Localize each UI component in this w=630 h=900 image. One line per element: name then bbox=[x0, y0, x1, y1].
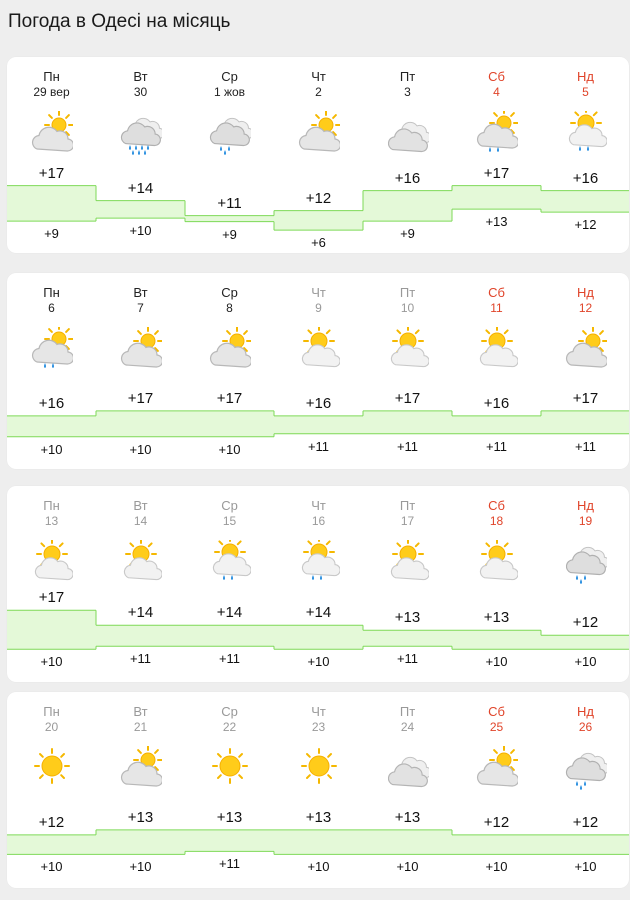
day-name: Сб bbox=[488, 704, 505, 719]
day-cell[interactable] bbox=[541, 273, 629, 469]
max-temperature: +14 bbox=[305, 604, 332, 622]
day-name: Пт bbox=[399, 285, 416, 300]
day-date: 21 bbox=[133, 720, 148, 734]
day-name: Пт bbox=[399, 704, 416, 719]
max-temperature: +12 bbox=[572, 614, 599, 632]
day-name: Вт bbox=[133, 69, 148, 84]
max-temperature: +13 bbox=[394, 609, 421, 627]
max-temperature: +12 bbox=[483, 813, 510, 831]
day-cell[interactable] bbox=[452, 692, 541, 888]
sun-cloud-icon bbox=[387, 327, 429, 371]
min-temperature: +10 bbox=[396, 859, 419, 875]
max-temperature: +17 bbox=[38, 164, 65, 182]
day-date: 5 bbox=[582, 85, 589, 99]
day-date: 19 bbox=[578, 514, 593, 528]
day-name: Сб bbox=[488, 498, 505, 513]
min-temperature: +10 bbox=[307, 654, 330, 670]
min-temperature: +10 bbox=[574, 859, 597, 875]
max-temperature: +16 bbox=[483, 394, 510, 412]
min-temperature: +11 bbox=[396, 651, 419, 667]
day-name: Ср bbox=[221, 498, 238, 513]
min-temperature: +10 bbox=[40, 441, 63, 457]
min-temperature: +10 bbox=[129, 223, 152, 239]
partly-cloudy-rain-icon bbox=[476, 111, 518, 155]
min-temperature: +10 bbox=[574, 654, 597, 670]
day-cell[interactable] bbox=[7, 486, 96, 682]
cloud-light-rain-icon bbox=[565, 746, 607, 790]
day-cell[interactable] bbox=[96, 486, 185, 682]
day-cell[interactable] bbox=[541, 486, 629, 682]
min-temperature: +11 bbox=[218, 651, 241, 667]
day-name: Пн bbox=[43, 285, 60, 300]
partly-cloudy-icon bbox=[209, 327, 251, 371]
max-temperature: +16 bbox=[305, 394, 332, 412]
day-name: Вт bbox=[133, 498, 148, 513]
sun-icon bbox=[31, 746, 73, 790]
min-temperature: +11 bbox=[574, 438, 597, 454]
max-temperature: +14 bbox=[127, 179, 154, 197]
day-cell[interactable] bbox=[185, 486, 274, 682]
day-date: 25 bbox=[489, 720, 504, 734]
day-cell[interactable] bbox=[185, 57, 274, 253]
day-date: 11 bbox=[490, 301, 503, 315]
day-date: 15 bbox=[222, 514, 237, 528]
day-date: 3 bbox=[404, 85, 411, 99]
day-cell[interactable] bbox=[363, 692, 452, 888]
day-name: Чт bbox=[311, 69, 326, 84]
day-cell[interactable] bbox=[7, 692, 96, 888]
cloud-light-rain-icon bbox=[209, 111, 251, 155]
max-temperature: +14 bbox=[216, 604, 243, 622]
day-date: 10 bbox=[400, 301, 415, 315]
partly-cloudy-icon bbox=[31, 111, 73, 155]
max-temperature: +17 bbox=[127, 389, 154, 407]
min-temperature: +11 bbox=[485, 438, 508, 454]
day-name: Ср bbox=[221, 285, 238, 300]
min-temperature: +10 bbox=[40, 859, 63, 875]
sun-cloud-rain-icon bbox=[565, 111, 607, 155]
min-temperature: +10 bbox=[129, 441, 152, 457]
max-temperature: +12 bbox=[305, 189, 332, 207]
partly-cloudy-rain-icon bbox=[31, 327, 73, 371]
cloud-light-rain-icon bbox=[565, 540, 607, 584]
min-temperature: +9 bbox=[222, 226, 237, 242]
min-temperature: +10 bbox=[485, 859, 508, 875]
max-temperature: +17 bbox=[483, 164, 510, 182]
day-name: Чт bbox=[311, 285, 326, 300]
cloudy-icon bbox=[387, 746, 429, 790]
sun-cloud-icon bbox=[476, 327, 518, 371]
day-cell[interactable] bbox=[96, 692, 185, 888]
max-temperature: +17 bbox=[216, 389, 243, 407]
sun-cloud-icon bbox=[387, 540, 429, 584]
min-temperature: +11 bbox=[129, 651, 152, 667]
max-temperature: +16 bbox=[394, 169, 421, 187]
partly-cloudy-icon bbox=[120, 327, 162, 371]
day-name: Пт bbox=[399, 69, 416, 84]
day-cell[interactable] bbox=[274, 57, 363, 253]
day-date: 22 bbox=[222, 720, 237, 734]
day-date: 26 bbox=[578, 720, 593, 734]
cloudy-icon bbox=[387, 111, 429, 155]
sun-icon bbox=[298, 746, 340, 790]
day-date: 24 bbox=[400, 720, 415, 734]
max-temperature: +13 bbox=[216, 808, 243, 826]
day-date: 23 bbox=[311, 720, 326, 734]
day-cell[interactable] bbox=[452, 57, 541, 253]
min-temperature: +10 bbox=[307, 859, 330, 875]
sun-cloud-rain-icon bbox=[298, 540, 340, 584]
max-temperature: +12 bbox=[38, 813, 65, 831]
day-name: Пт bbox=[399, 498, 416, 513]
sun-cloud-icon bbox=[120, 540, 162, 584]
day-cell[interactable] bbox=[452, 486, 541, 682]
day-name: Вт bbox=[133, 704, 148, 719]
day-name: Пн bbox=[43, 69, 60, 84]
max-temperature: +13 bbox=[394, 808, 421, 826]
day-cell[interactable] bbox=[274, 692, 363, 888]
day-date: 20 bbox=[44, 720, 59, 734]
min-temperature: +6 bbox=[311, 235, 326, 251]
day-cell[interactable] bbox=[363, 486, 452, 682]
max-temperature: +17 bbox=[394, 389, 421, 407]
day-name: Ср bbox=[221, 704, 238, 719]
day-cell[interactable] bbox=[274, 486, 363, 682]
min-temperature: +10 bbox=[40, 654, 63, 670]
partly-cloudy-icon bbox=[476, 746, 518, 790]
day-name: Чт bbox=[311, 498, 326, 513]
max-temperature: +13 bbox=[483, 609, 510, 627]
day-date: 8 bbox=[226, 301, 233, 315]
week-card-3 bbox=[7, 486, 629, 682]
day-date: 13 bbox=[44, 514, 59, 528]
day-cell[interactable] bbox=[541, 57, 629, 253]
day-date: 14 bbox=[133, 514, 148, 528]
sun-cloud-icon bbox=[476, 540, 518, 584]
day-name: Нд bbox=[577, 69, 594, 84]
day-date: 4 bbox=[493, 85, 500, 99]
day-cell[interactable] bbox=[274, 273, 363, 469]
day-date: 17 bbox=[400, 514, 415, 528]
day-cell[interactable] bbox=[7, 273, 96, 469]
day-name: Сб bbox=[488, 69, 505, 84]
min-temperature: +13 bbox=[485, 214, 508, 230]
day-cell[interactable] bbox=[541, 692, 629, 888]
day-name: Нд bbox=[577, 285, 594, 300]
min-temperature: +11 bbox=[396, 438, 419, 454]
min-temperature: +9 bbox=[400, 226, 415, 242]
max-temperature: +13 bbox=[305, 808, 332, 826]
day-cell[interactable] bbox=[452, 273, 541, 469]
day-name: Пн bbox=[43, 704, 60, 719]
min-temperature: +11 bbox=[307, 438, 330, 454]
day-date: 30 bbox=[133, 85, 148, 99]
day-cell[interactable] bbox=[185, 692, 274, 888]
max-temperature: +16 bbox=[38, 394, 65, 412]
day-name: Ср bbox=[221, 69, 238, 84]
day-date: 29 вер bbox=[33, 85, 70, 99]
day-cell[interactable] bbox=[96, 273, 185, 469]
day-name: Вт bbox=[133, 285, 148, 300]
sun-cloud-rain-icon bbox=[209, 540, 251, 584]
week-card-2 bbox=[7, 273, 629, 469]
day-name: Чт bbox=[311, 704, 326, 719]
min-temperature: +12 bbox=[574, 217, 597, 233]
week-card-4 bbox=[7, 692, 629, 888]
day-date: 2 bbox=[315, 85, 322, 99]
max-temperature: +16 bbox=[572, 169, 599, 187]
max-temperature: +13 bbox=[127, 808, 154, 826]
day-cell[interactable] bbox=[185, 273, 274, 469]
day-date: 1 жов bbox=[213, 85, 246, 99]
page-title: Погода в Одесі на місяць bbox=[8, 11, 231, 32]
min-temperature: +11 bbox=[218, 856, 241, 872]
day-date: 18 bbox=[489, 514, 504, 528]
max-temperature: +12 bbox=[572, 813, 599, 831]
max-temperature: +11 bbox=[217, 194, 242, 212]
day-cell[interactable] bbox=[96, 57, 185, 253]
day-date: 9 bbox=[315, 301, 322, 315]
day-date: 12 bbox=[578, 301, 593, 315]
sun-cloud-icon bbox=[298, 327, 340, 371]
day-cell[interactable] bbox=[363, 57, 452, 253]
sun-icon bbox=[209, 746, 251, 790]
max-temperature: +17 bbox=[572, 389, 599, 407]
day-cell[interactable] bbox=[363, 273, 452, 469]
min-temperature: +9 bbox=[44, 226, 59, 242]
day-date: 7 bbox=[137, 301, 144, 315]
partly-cloudy-icon bbox=[565, 327, 607, 371]
min-temperature: +10 bbox=[485, 654, 508, 670]
day-name: Пн bbox=[43, 498, 60, 513]
min-temperature: +10 bbox=[218, 441, 241, 457]
max-temperature: +17 bbox=[38, 589, 65, 607]
min-temperature: +10 bbox=[129, 859, 152, 875]
cloud-rain-icon bbox=[120, 111, 162, 155]
day-date: 16 bbox=[311, 514, 326, 528]
day-date: 6 bbox=[48, 301, 55, 315]
week-card-1 bbox=[7, 57, 629, 253]
day-name: Сб bbox=[488, 285, 505, 300]
day-name: Нд bbox=[577, 704, 594, 719]
day-name: Нд bbox=[577, 498, 594, 513]
partly-cloudy-icon bbox=[120, 746, 162, 790]
partly-cloudy-icon bbox=[298, 111, 340, 155]
sun-cloud-icon bbox=[31, 540, 73, 584]
day-cell[interactable] bbox=[7, 57, 96, 253]
max-temperature: +14 bbox=[127, 604, 154, 622]
